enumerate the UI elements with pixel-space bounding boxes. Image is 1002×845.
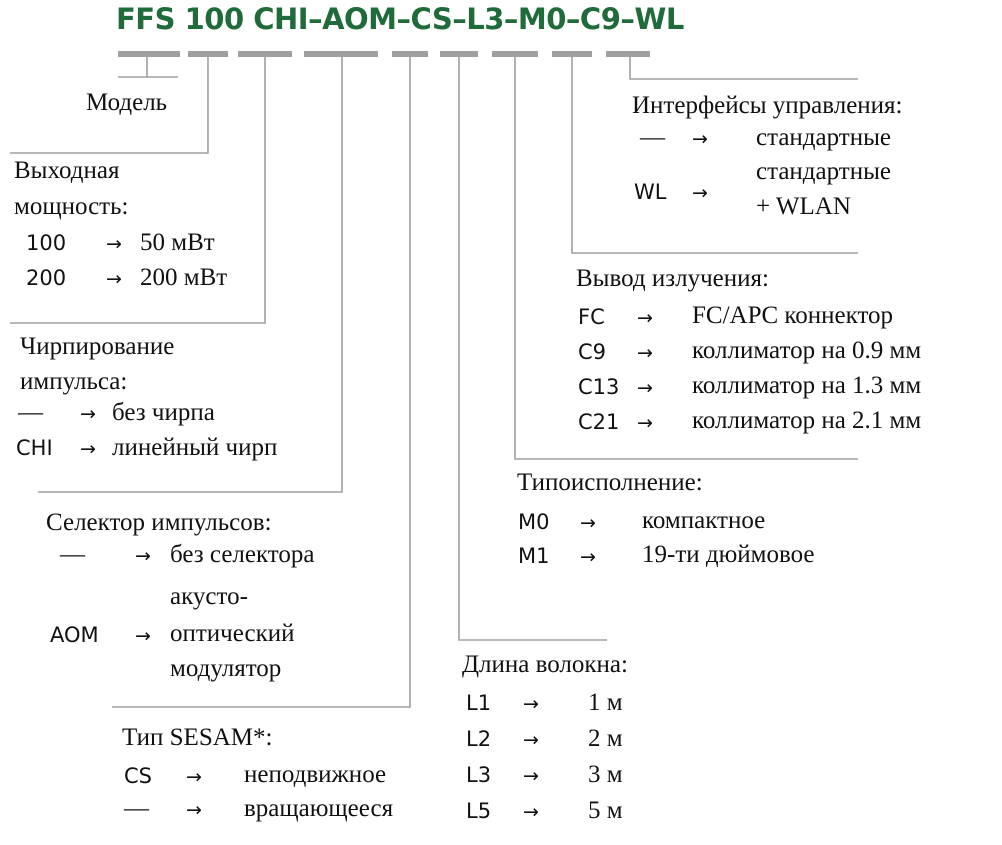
option-desc: неподвижное: [244, 761, 387, 788]
option-code: —: [124, 795, 149, 822]
option-desc: 5 м: [588, 797, 623, 824]
option-desc: FC/APC коннектор: [692, 302, 894, 329]
option-code: L5: [466, 799, 492, 823]
fiber-title: Длина волокна:: [462, 651, 628, 678]
option-code: C13: [578, 375, 620, 399]
connector-model: [118, 57, 178, 77]
arrow: →: [523, 729, 539, 751]
option-code: M1: [518, 544, 550, 568]
arrow: →: [580, 546, 596, 568]
option-desc: без чирпа: [112, 399, 215, 426]
option-code: CS: [124, 764, 152, 788]
arrow: →: [106, 268, 122, 290]
option-code: L1: [466, 691, 492, 715]
power-title: мощность:: [14, 193, 129, 220]
option-code: AOM: [50, 623, 99, 647]
option-code: L2: [466, 727, 492, 751]
arrow: →: [637, 342, 653, 364]
option-code: 200: [26, 266, 67, 290]
option-code: —: [18, 399, 43, 426]
option-desc: компактное: [642, 507, 766, 534]
power-title: Выходная: [14, 157, 120, 184]
option-desc: стандартные: [756, 124, 891, 151]
arrow: →: [580, 512, 596, 534]
option-desc: коллиматор на 0.9 мм: [692, 337, 922, 364]
arrow: →: [80, 438, 96, 460]
arrow: →: [523, 801, 539, 823]
arrow: →: [692, 128, 708, 150]
option-desc: модулятор: [170, 655, 282, 682]
option-desc: 3 м: [588, 761, 623, 788]
option-desc: + WLAN: [756, 193, 851, 220]
option-desc: 200 мВт: [140, 264, 228, 291]
option-code: —: [60, 541, 85, 568]
option-desc: без селектора: [170, 541, 315, 568]
model-code: FFS 100 CHI–AOM–CS–L3–M0–C9–WL: [116, 2, 684, 36]
chirp-title: Чирпирование: [20, 333, 175, 360]
option-code: CHI: [16, 436, 53, 460]
selector-title: Селектор импульсов:: [46, 509, 272, 536]
arrow: →: [135, 545, 151, 567]
design-title: Типоисполнение:: [517, 469, 703, 496]
arrow: →: [106, 233, 122, 255]
option-code: FC: [578, 305, 605, 329]
option-code: WL: [634, 180, 667, 204]
output-title: Вывод излучения:: [576, 265, 769, 292]
option-desc: линейный чирп: [112, 434, 278, 461]
connector-sesam: [112, 57, 410, 707]
model-label: Модель: [86, 89, 168, 116]
option-code: 100: [26, 231, 67, 255]
option-desc: 19-ти дюймовое: [642, 541, 815, 568]
connector-interfaces: [630, 57, 858, 79]
option-desc: коллиматор на 1.3 мм: [692, 372, 922, 399]
arrow: →: [637, 307, 653, 329]
option-desc: 1 м: [588, 689, 623, 716]
arrow: →: [186, 799, 202, 821]
option-code: —: [640, 124, 665, 151]
option-desc: 2 м: [588, 725, 623, 752]
option-desc: 50 мВт: [140, 229, 215, 256]
arrow: →: [637, 412, 653, 434]
arrow: →: [523, 765, 539, 787]
option-desc: стандартные: [756, 158, 891, 185]
option-desc: вращающееся: [244, 795, 394, 822]
option-code: C9: [578, 340, 607, 364]
arrow: →: [80, 403, 96, 425]
chirp-title: импульса:: [20, 368, 128, 395]
option-code: L3: [466, 763, 492, 787]
sesam-title: Тип SESAM*:: [122, 724, 273, 751]
arrow: →: [186, 766, 202, 788]
option-code: C21: [578, 410, 620, 434]
arrow: →: [637, 377, 653, 399]
option-desc: оптический: [170, 620, 295, 647]
interfaces-title: Интерфейсы управления:: [632, 92, 903, 119]
option-desc: акусто-: [170, 583, 248, 610]
arrow: →: [523, 693, 539, 715]
option-desc: коллиматор на 2.1 мм: [692, 407, 922, 434]
connector-output: [572, 57, 858, 253]
arrow: →: [135, 625, 151, 647]
option-code: M0: [518, 510, 550, 534]
arrow: →: [692, 182, 708, 204]
